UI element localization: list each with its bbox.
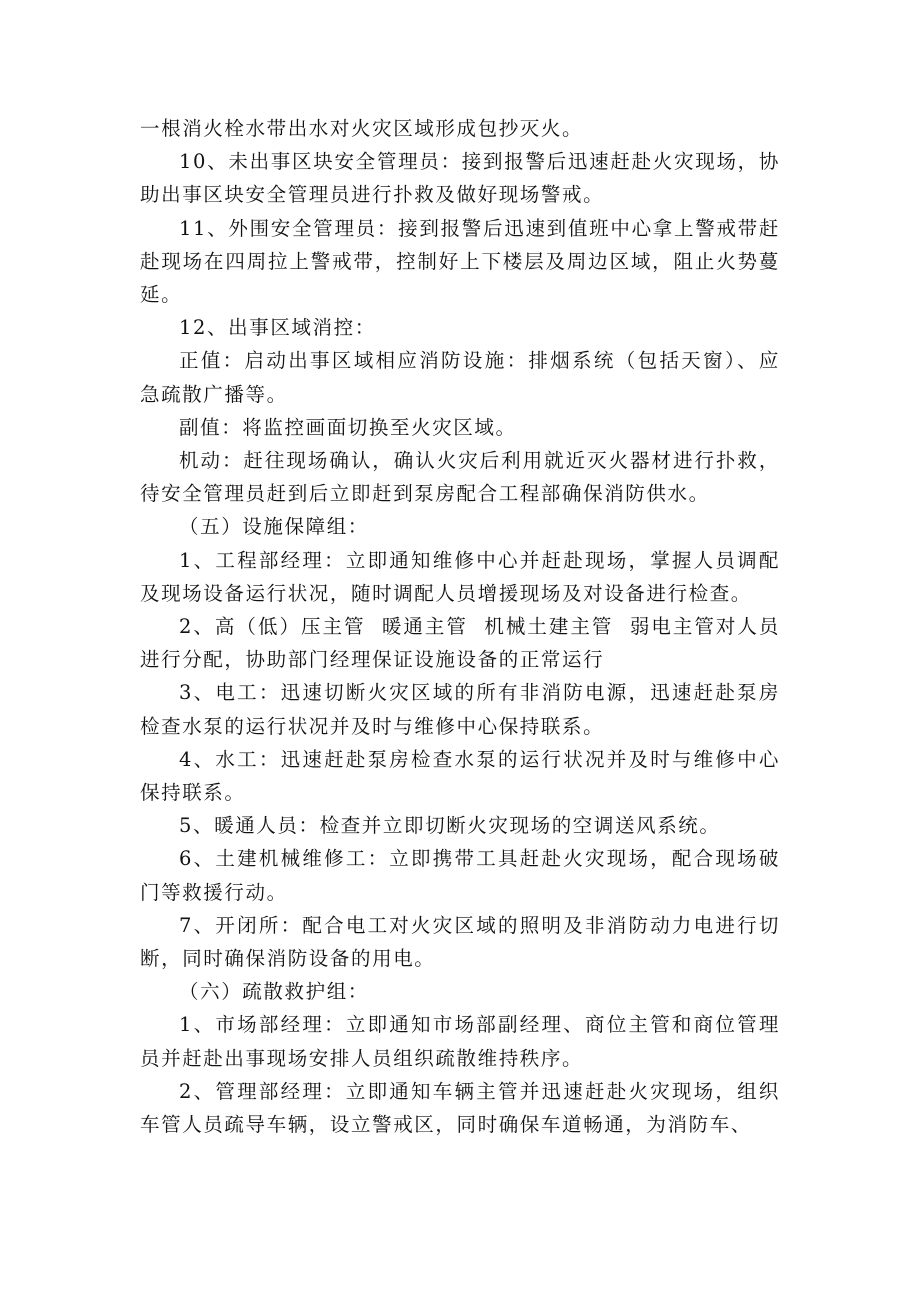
- paragraph-main-duty: 正值：启动出事区域相应消防设施：排烟系统（包括天窗）、应急疏散广播等。: [140, 349, 780, 406]
- paragraph-item-12: 12、出事区域消控：: [179, 316, 376, 340]
- paragraph-facility-3: 3、电工：迅速切断火灾区域的所有非消防电源，迅速赶赴泵房检查水泵的运行状况并及时与维修中心保持联系。: [140, 681, 780, 738]
- paragraph-facility-5: 5、暖通人员：检查并立即切断火灾现场的空调送风系统。: [179, 814, 721, 838]
- paragraph-mobile-duty: 机动：赶往现场确认，确认火灾后利用就近灭火器材进行扑救，待安全管理员赶到后立即赶到泵房配合工程部确保消防供水。: [140, 449, 780, 506]
- paragraph-facility-4: 4、水工：迅速赶赴泵房检查水泵的运行状况并及时与维修中心保持联系。: [140, 747, 780, 805]
- paragraph-evacuation-2: 2、管理部经理：立即通知车辆主管并迅速赶赴火灾现场，组织车管人员疏导车辆，设立警戒区，同时确保车道畅通，为消防车、: [140, 1079, 780, 1137]
- paragraph-evacuation-1: 1、市场部经理：立即通知市场部副经理、商位主管和商位管理员并赶赴出事现场安排人员组织疏散维持秩序。: [140, 1013, 780, 1070]
- paragraph-facility-6: 6、土建机械维修工：立即携带工具赶赴火灾现场，配合现场破门等救援行动。: [140, 847, 780, 904]
- paragraph-continuation: 一根消火栓水带出水对火灾区域形成包抄灭火。: [140, 117, 584, 140]
- paragraph-item-11: 11、外围安全管理员：接到报警后迅速到值班中心拿上警戒带赶赴现场在四周拉上警戒带，控制好上下楼层及周边区域，阻止火势蔓延。: [140, 216, 780, 307]
- paragraph-facility-1: 1、工程部经理：立即通知维修中心并赶赴现场，掌握人员调配及现场设备运行状况，随时调配人员增援现场及对设备进行检查。: [140, 548, 780, 605]
- paragraph-facility-2: 2、高（低）压主管 暖通主管 机械土建主管 弱电主管对人员进行分配，协助部门经理保证设施设备的正常运行: [140, 615, 780, 672]
- paragraph-deputy-duty: 副值：将监控画面切换至火灾区域。: [179, 415, 517, 439]
- section-heading-facility-group: （五）设施保障组：: [179, 515, 369, 539]
- section-heading-evacuation-group: （六）疏散救护组：: [179, 980, 369, 1004]
- paragraph-facility-7: 7、开闭所：配合电工对火灾区域的照明及非消防动力电进行切断，同时确保消防设备的用电。: [140, 913, 780, 971]
- paragraph-item-10: 10、未出事区块安全管理员：接到报警后迅速赶赴火灾现场，协助出事区块安全管理员进行扑救及做好现场警戒。: [140, 150, 780, 207]
- document-page: [140, 112, 780, 1141]
